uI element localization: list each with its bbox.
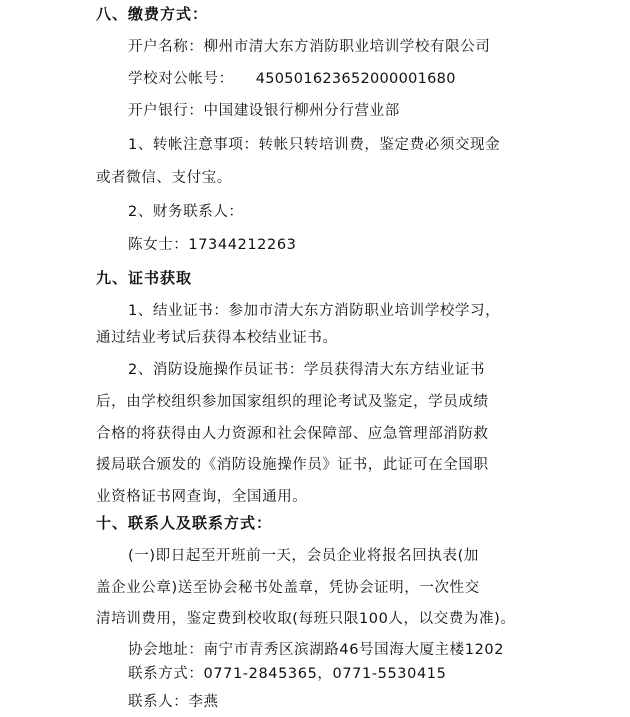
registration-para-line-3: 清培训费用，鉴定费到校收取(每班只限100人，以交费为准)。 xyxy=(96,611,516,627)
certificate-item-2-line-5: 业资格证书网查询，全国通用。 xyxy=(96,489,308,505)
account-name: 开户名称：柳州市清大东方消防职业培训学校有限公司 xyxy=(128,39,491,55)
registration-para-line-2: 盖企业公章)送至协会秘书处盖章，凭协会证明，一次性交 xyxy=(96,580,480,596)
account-number: 450501623652000001680 xyxy=(255,71,456,87)
transfer-note-line-1: 1、转帐注意事项：转帐只转培训费，鉴定费必须交现金 xyxy=(128,137,501,153)
account-number-row xyxy=(128,69,456,89)
section-9-heading: 九、证书获取 xyxy=(96,269,193,287)
bank-name: 开户银行：中国建设银行柳州分行营业部 xyxy=(128,103,400,119)
certificate-item-2-line-2: 后，由学校组织参加国家组织的理论考试及鉴定，学员成绩 xyxy=(96,394,489,410)
transfer-note-line-2: 或者微信、支付宝。 xyxy=(96,170,232,186)
finance-contact-label: 2、财务联系人： xyxy=(128,204,244,220)
section-8-heading: 八、缴费方式： xyxy=(96,5,209,23)
certificate-item-2-line-3: 合格的将获得由人力资源和社会保障部、应急管理部消防救 xyxy=(96,426,489,442)
account-number-label: 学校对公帐号： xyxy=(128,71,234,87)
contact-phone: 联系方式：0771-2845365，0771-5530415 xyxy=(128,666,447,682)
certificate-item-1-line-2: 通过结业考试后获得本校结业证书。 xyxy=(96,330,338,346)
section-10-heading: 十、联系人及联系方式： xyxy=(96,514,273,532)
finance-contact: 陈女士：17344212263 xyxy=(128,237,297,253)
registration-para-line-1: (一)即日起至开班前一天，会员企业将报名回执表(加 xyxy=(128,548,479,564)
contact-person: 联系人：李燕 xyxy=(128,694,219,710)
certificate-item-2-line-4: 援局联合颁发的《消防设施操作员》证书，此证可在全国职 xyxy=(96,457,489,473)
certificate-item-1-line-1: 1、结业证书：参加市清大东方消防职业培训学校学习， xyxy=(128,303,501,319)
certificate-item-2-line-1: 2、消防设施操作员证书：学员获得清大东方结业证书 xyxy=(128,362,486,378)
association-address: 协会地址：南宁市青秀区滨湖路46号国海大厦主楼1202 xyxy=(128,642,505,658)
